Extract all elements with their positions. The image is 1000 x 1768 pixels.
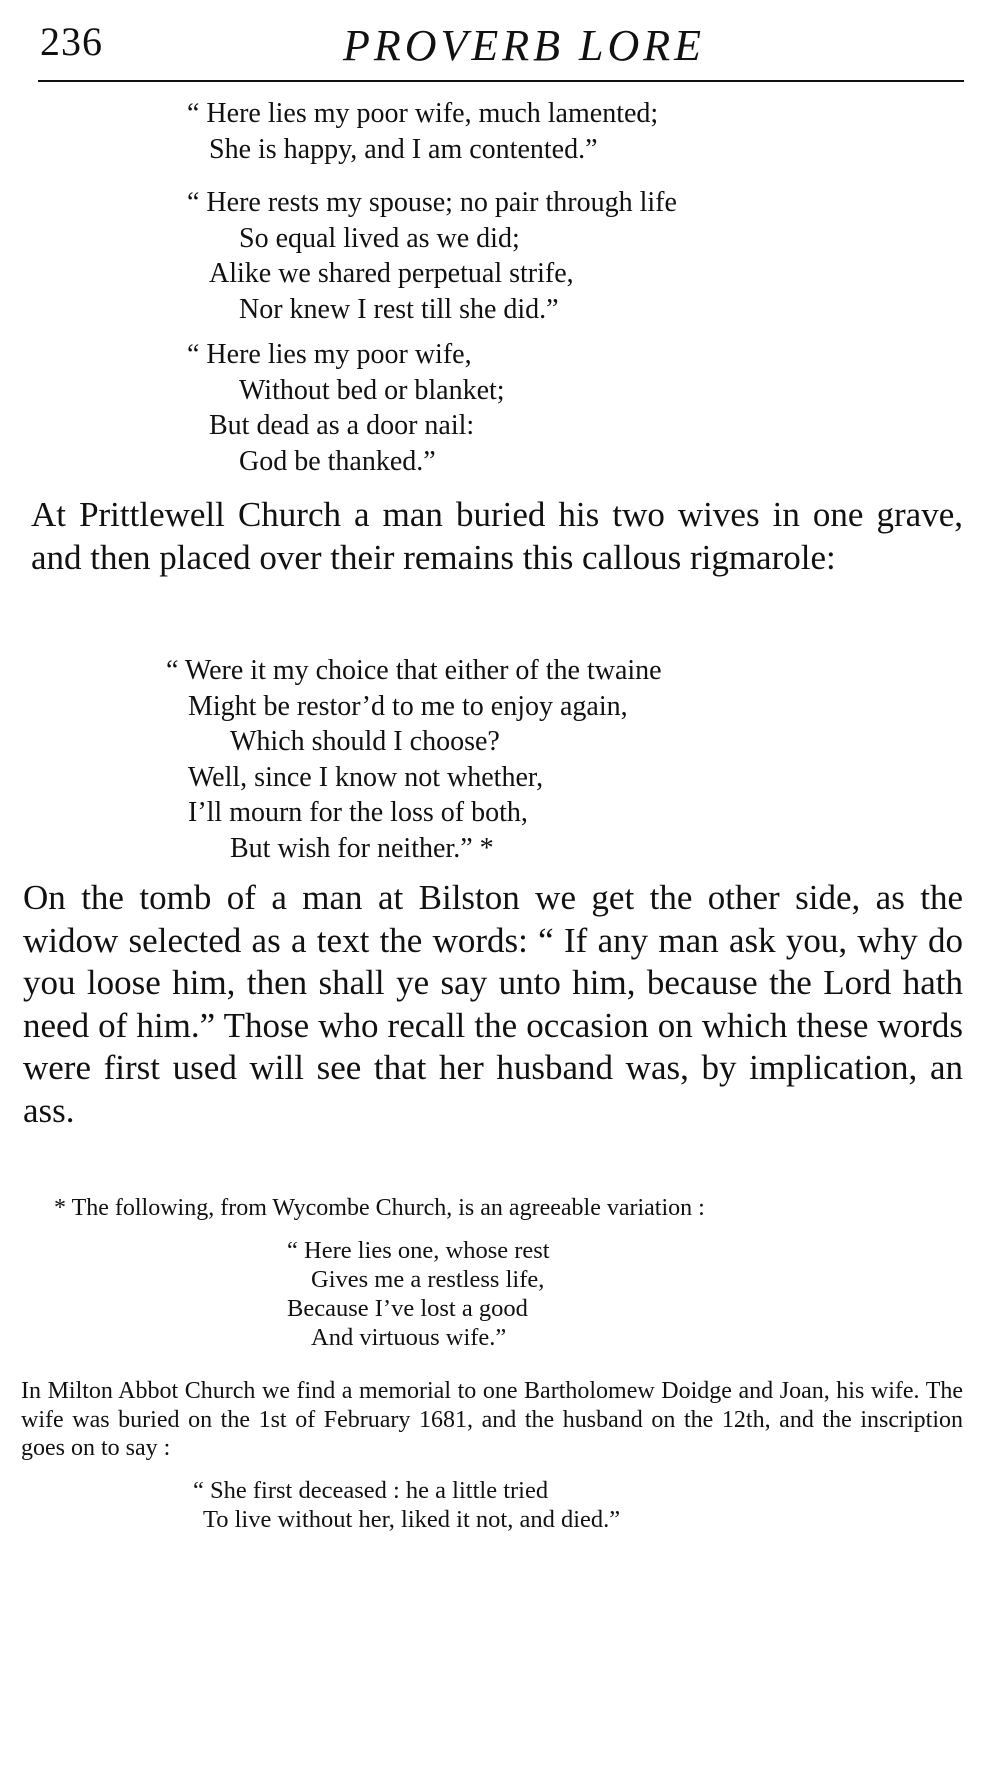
header-rule <box>38 80 964 82</box>
epitaph-door-nail <box>187 337 505 479</box>
poem-line: “ Here rests my spouse; no pair through life <box>187 187 677 218</box>
poem-line: Nor knew I rest till she did.” <box>239 293 559 325</box>
epitaph-spouse <box>187 185 677 327</box>
footnote-epitaph-wycombe <box>287 1236 550 1352</box>
poem-line: I’ll mourn for the loss of both, <box>188 797 528 828</box>
poem-line: Gives me a restless life, <box>311 1266 545 1293</box>
poem-line: Alike we shared perpetual strife, <box>209 258 574 289</box>
poem-line: “ She first deceased : he a little tried <box>193 1477 549 1504</box>
poem-line: God be thanked.” <box>239 445 436 477</box>
poem-line: Because I’ve lost a good <box>287 1295 528 1322</box>
page-number: 236 <box>40 19 103 64</box>
poem-line: Well, since I know not whether, <box>188 761 544 793</box>
poem-line: “ Here lies one, whose rest <box>287 1237 550 1264</box>
running-title: PROVERB LORE <box>343 21 706 70</box>
poem-line: But wish for neither.” * <box>230 832 494 864</box>
poem-line: To live without her, liked it not, and died.” <box>203 1506 621 1533</box>
page-header <box>38 10 968 76</box>
poem-line: Might be restor’d to me to enjoy again, <box>188 690 628 722</box>
poem-line: “ Here lies my poor wife, <box>187 339 472 370</box>
poem-line: She is happy, and I am contented.” <box>209 133 598 165</box>
poem-line: “ Were it my choice that either of the twaine <box>166 655 662 686</box>
footnote-intro: * The following, from Wycombe Church, is an agreeable variation : <box>54 1195 705 1221</box>
poem-line: So equal lived as we did; <box>239 222 520 254</box>
epitaph-lamented <box>187 96 658 167</box>
poem-line: Which should I choose? <box>230 726 500 757</box>
footnote-epitaph-deceased <box>193 1476 620 1534</box>
poem-line: But dead as a door nail: <box>209 410 475 441</box>
poem-line: Without bed or blanket; <box>239 374 505 406</box>
poem-line: “ Here lies my poor wife, much lamented; <box>187 98 659 129</box>
poem-line: And virtuous wife.” <box>311 1324 507 1351</box>
paragraph-prittlewell: At Prittlewell Church a man buried his two wives in one grave, and then placed over their remains this callous rigmarole: <box>31 495 963 577</box>
footnote-paragraph-milton-abbot: In Milton Abbot Church we find a memorial to one Bartholomew Doidge and Joan, his wife. The wife was buried on the 1st of February 1681, and the husband on the 12th, and the inscription goes on to say : <box>21 1378 963 1461</box>
epitaph-twaine <box>166 653 662 866</box>
paragraph-bilston: On the tomb of a man at Bilston we get the other side, as the widow selected as a text the words: “ If any man ask you, why do you loose him, then shall ye say unto him, because the Lord hath need of him.” Those who recall the occasion on which these words were first used will see that her husband was, by implication, an ass. <box>23 878 963 1130</box>
